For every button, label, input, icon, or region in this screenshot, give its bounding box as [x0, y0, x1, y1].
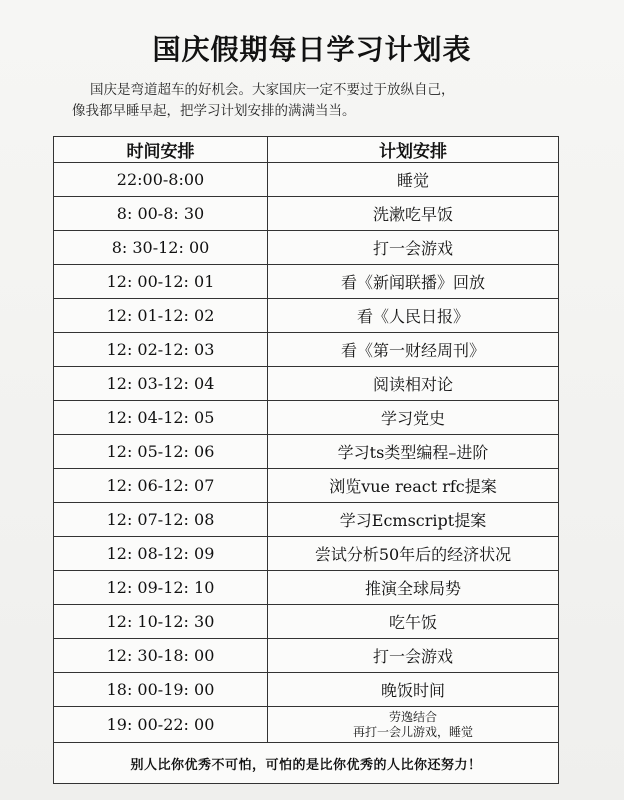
table-row [54, 537, 559, 571]
time-cell: 12: 01-12: 02 [54, 299, 268, 333]
activity-cell: 晚饭时间 [268, 673, 559, 707]
activity-line-2: 再打一会儿游戏，睡觉 [352, 724, 473, 739]
footer-motto: 别人比你优秀不可怕，可怕的是比你优秀的人比你还努力！ [54, 743, 559, 784]
table-row [54, 673, 559, 707]
activity-cell: 推演全球局势 [268, 571, 559, 605]
activity-cell: 睡觉 [268, 163, 559, 197]
activity-cell: 浏览vue react rfc提案 [268, 469, 559, 503]
activity-cell: 阅读相对论 [268, 367, 559, 401]
activity-cell: 吃午饭 [268, 605, 559, 639]
page-title: 国庆假期每日学习计划表 [152, 33, 472, 66]
intro-paragraph [72, 80, 570, 122]
time-cell: 12: 07-12: 08 [54, 503, 268, 537]
time-cell: 19: 00-22: 00 [54, 707, 268, 743]
activity-cell: 洗漱吃早饭 [268, 197, 559, 231]
time-cell: 12: 30-18: 00 [54, 639, 268, 673]
intro-line-2: 像我都早睡早起，把学习计划安排的满满当当。 [72, 103, 356, 119]
activity-cell: 尝试分析50年后的经济状况 [268, 537, 559, 571]
intro-line-1: 国庆是弯道超车的好机会。大家国庆一定不要过于放纵自己， [90, 82, 455, 98]
time-cell: 8: 00-8: 30 [54, 197, 268, 231]
time-cell: 12: 05-12: 06 [54, 435, 268, 469]
time-cell: 12: 02-12: 03 [54, 333, 268, 367]
activity-cell: 学习ts类型编程–进阶 [268, 435, 559, 469]
activity-cell: 看《新闻联播》回放 [268, 265, 559, 299]
activity-cell [268, 707, 559, 743]
table-row [54, 571, 559, 605]
time-cell: 12: 00-12: 01 [54, 265, 268, 299]
time-cell: 12: 03-12: 04 [54, 367, 268, 401]
header-time: 时间安排 [54, 137, 268, 163]
table-row [54, 605, 559, 639]
time-cell: 12: 04-12: 05 [54, 401, 268, 435]
time-cell: 12: 08-12: 09 [54, 537, 268, 571]
table-row [54, 503, 559, 537]
table-header-row [54, 137, 559, 163]
activity-cell: 打一会游戏 [268, 639, 559, 673]
activity-cell: 看《人民日报》 [268, 299, 559, 333]
table-row [54, 707, 559, 743]
time-cell: 22:00-8:00 [54, 163, 268, 197]
activity-line-1: 劳逸结合 [388, 709, 437, 724]
table-row [54, 401, 559, 435]
table-row [54, 469, 559, 503]
table-row [54, 333, 559, 367]
time-cell: 12: 09-12: 10 [54, 571, 268, 605]
table-row [54, 299, 559, 333]
activity-cell: 学习党史 [268, 401, 559, 435]
schedule-table [53, 136, 559, 784]
table-row [54, 435, 559, 469]
table-row [54, 231, 559, 265]
activity-cell: 学习Ecmscript提案 [268, 503, 559, 537]
table-row [54, 639, 559, 673]
time-cell: 12: 06-12: 07 [54, 469, 268, 503]
time-cell: 8: 30-12: 00 [54, 231, 268, 265]
schedule-body [54, 163, 559, 784]
table-row [54, 163, 559, 197]
table-row [54, 367, 559, 401]
activity-cell: 打一会游戏 [268, 231, 559, 265]
footer-row [54, 743, 559, 784]
activity-cell: 看《第一财经周刊》 [268, 333, 559, 367]
table-row [54, 265, 559, 299]
time-cell: 18: 00-19: 00 [54, 673, 268, 707]
time-cell: 12: 10-12: 30 [54, 605, 268, 639]
header-plan: 计划安排 [268, 137, 559, 163]
table-row [54, 197, 559, 231]
